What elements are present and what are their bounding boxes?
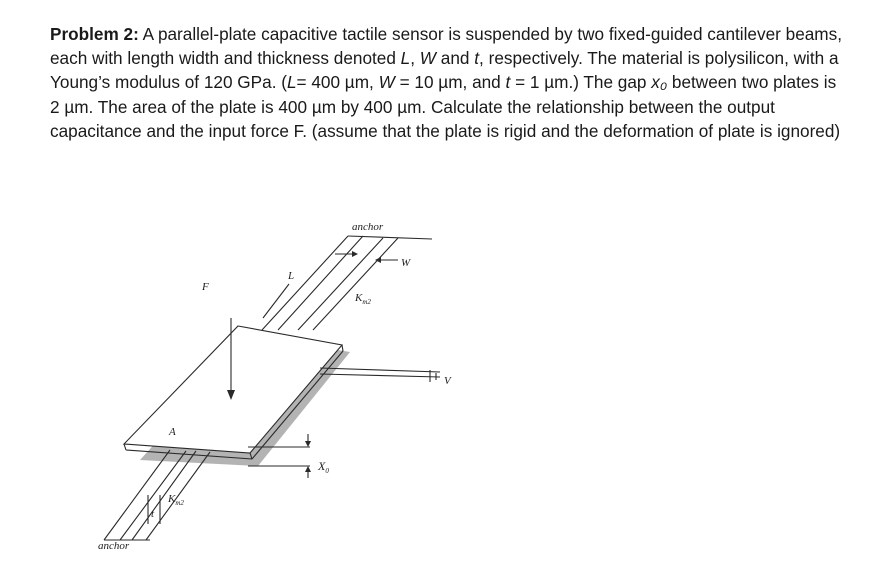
label-Km2-bottom: $K_{m2}$ [168,493,184,507]
var-W: W [419,48,437,69]
label-anchor-bottom: anchor [98,540,130,552]
var-L-value: L [286,72,297,93]
var-t-value: t [505,72,511,93]
bottom-beam [104,450,210,540]
var-t: t [474,48,480,69]
text-part: = 1 µm.) The gap [510,72,652,93]
var-W-value: W [378,72,395,93]
text-part: , [410,48,420,69]
text-part: = 10 µm, and [394,72,506,93]
label-L: L [288,270,295,282]
label-X0: $X_0$ [318,459,329,475]
problem-heading: Problem 2: [50,24,139,44]
var-L: L [400,48,411,69]
electrode-line [320,368,440,372]
label-A: A [169,426,176,438]
text-part: , respectively. The material is polysilicon, with a Young’s modulus of 120 GPa. ( [50,48,839,93]
text-part: = 400 µm, [296,72,379,93]
label-V: V [444,375,451,387]
label-Km2-top: $K_{m2}$ [355,292,371,306]
label-W: W [401,257,411,269]
label-anchor-top: anchor [352,221,384,233]
text-part: A parallel-plate capacitive tactile sensor is suspended by two fixed-guided cantilever beams, each with length width and thickness denoted [50,24,842,69]
text-part: between two plates is 2 µm. The area of the plate is 400 µm by 400 µm. Calculate the relationship between the output capacitance and the input force F. (assume that the plate is rigid and the deformation of plate is ignored) [50,72,841,141]
label-F: F [202,281,209,293]
text-part: and [436,48,475,69]
var-x0: x₀ [651,72,668,93]
top-beam [262,236,398,330]
label-t: t [151,508,155,520]
